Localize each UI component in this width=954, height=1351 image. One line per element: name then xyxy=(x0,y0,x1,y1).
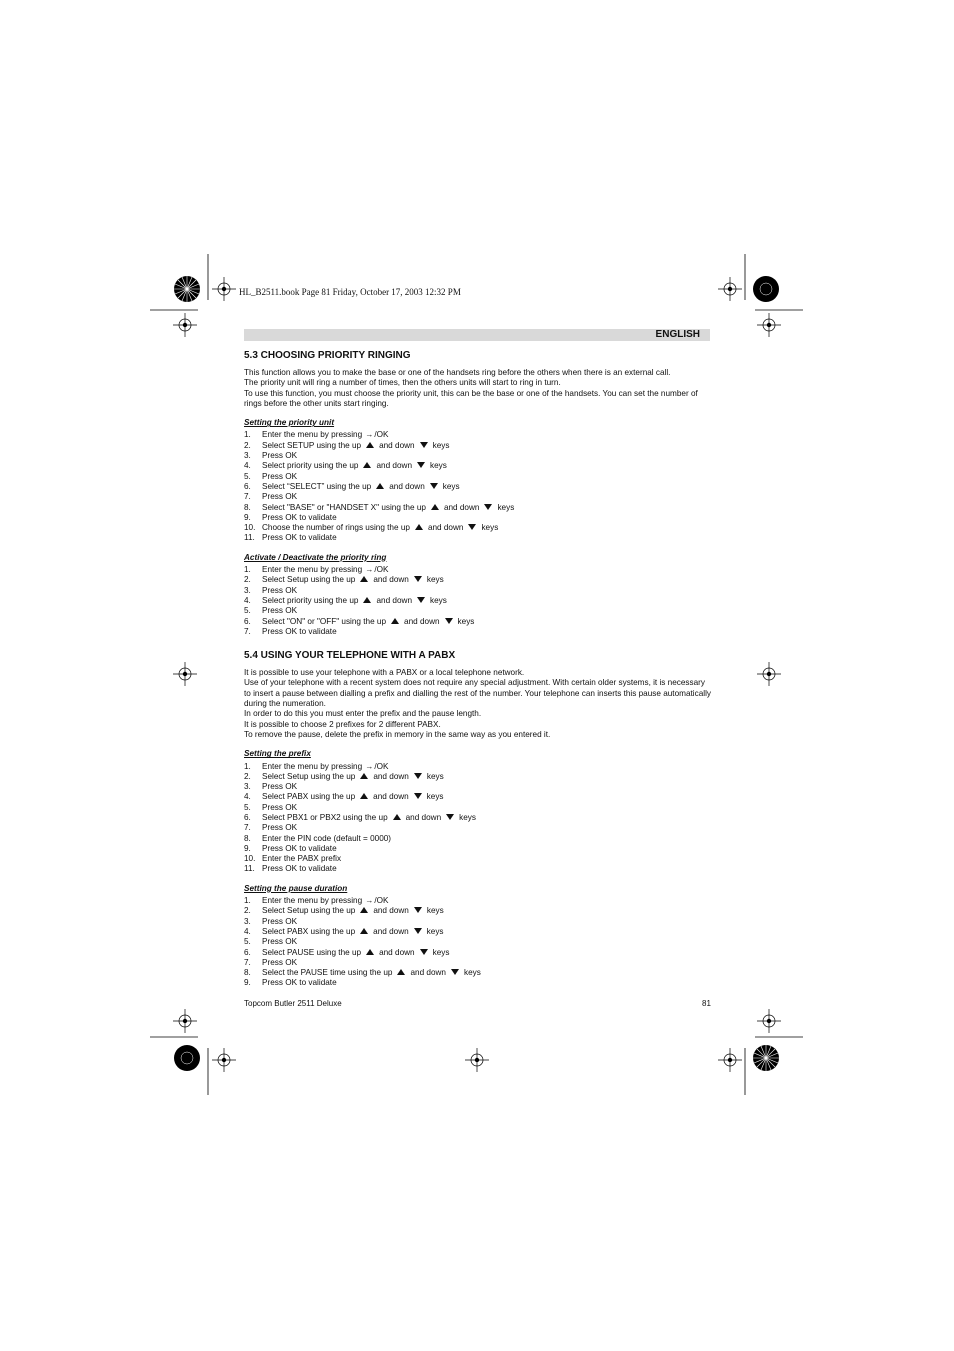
step-number: 10. xyxy=(244,854,256,864)
up-arrow-icon xyxy=(360,907,368,913)
step-text-part: and down xyxy=(379,440,415,450)
step-text-part: Select “SELECT” using the up xyxy=(262,481,372,491)
step-text xyxy=(262,844,337,854)
step-text-part: Select PABX using the up xyxy=(262,926,356,936)
step-item xyxy=(244,472,714,482)
step-text-part: Select PBX1 or PBX2 using the up xyxy=(262,812,388,822)
step-text xyxy=(262,834,391,844)
up-arrow-icon xyxy=(391,618,399,624)
down-arrow-icon xyxy=(414,576,422,582)
down-arrow-icon xyxy=(417,597,425,603)
step-text xyxy=(262,441,449,451)
section-54-title: 5.4 USING YOUR TELEPHONE WITH A PABX xyxy=(244,650,456,662)
step-text-part: Select PABX using the up xyxy=(262,792,356,802)
step-text xyxy=(262,864,337,874)
up-arrow-icon xyxy=(360,928,368,934)
step-text-part: keys xyxy=(432,947,450,957)
step-text-part: Press OK to validate xyxy=(262,978,337,988)
ok-key-label: /OK xyxy=(374,896,389,906)
step-number: 7. xyxy=(244,823,251,833)
step-item xyxy=(244,596,714,606)
step-number: 4. xyxy=(244,926,251,936)
step-text-part: and down xyxy=(443,502,480,512)
step-text xyxy=(262,968,481,978)
step-number: 5. xyxy=(244,937,251,947)
paragraph: In order to do this you must enter the prefix and the pause length. xyxy=(244,709,482,719)
step-text xyxy=(262,896,389,906)
step-text-part: and down xyxy=(389,481,425,491)
step-item xyxy=(244,430,714,440)
step-number: 1. xyxy=(244,761,251,771)
step-text xyxy=(262,565,389,575)
step-text xyxy=(262,461,447,471)
section-53-title: 5.3 CHOOSING PRIORITY RINGING xyxy=(244,350,411,361)
step-item xyxy=(244,792,714,802)
step-text-part: keys xyxy=(426,771,444,781)
step-text xyxy=(262,906,444,916)
step-number: 4. xyxy=(244,792,251,802)
step-text-part: and down xyxy=(427,523,464,533)
step-number: 1. xyxy=(244,565,251,575)
down-arrow-icon xyxy=(417,462,425,468)
down-arrow-icon xyxy=(420,949,428,955)
step-item xyxy=(244,864,714,874)
paragraph: This function allows you to make the base or one of the handsets ring before the others when there is an external call. xyxy=(244,368,671,377)
step-item xyxy=(244,461,714,471)
down-arrow-icon xyxy=(414,907,422,913)
down-arrow-icon xyxy=(430,483,438,489)
step-number: 2. xyxy=(244,771,251,781)
step-number: 3. xyxy=(244,782,251,792)
down-arrow-icon xyxy=(468,524,476,530)
steps-list xyxy=(244,565,714,637)
step-text xyxy=(262,792,444,802)
subsection-title: Setting the prefix xyxy=(244,749,311,759)
step-number: 4. xyxy=(244,595,251,605)
up-arrow-icon xyxy=(363,462,371,468)
down-arrow-icon xyxy=(446,814,454,820)
ok-key-label: /OK xyxy=(374,761,389,771)
step-item xyxy=(244,917,714,927)
down-arrow-icon xyxy=(420,442,428,448)
step-text-part: keys xyxy=(426,906,444,916)
step-number: 6. xyxy=(244,481,251,491)
step-number: 10. xyxy=(244,523,256,533)
step-text xyxy=(262,854,341,864)
step-text xyxy=(262,958,297,968)
paragraph: It is possible to use your telephone with a PABX or a local telephone network. xyxy=(244,668,525,678)
step-text-part: and down xyxy=(404,616,440,626)
up-arrow-icon xyxy=(366,949,374,955)
step-text-part: Select "BASE" or "HANDSET X" using the up xyxy=(262,502,426,512)
step-number: 8. xyxy=(244,833,251,843)
step-number: 2. xyxy=(244,906,251,916)
step-text xyxy=(262,430,389,440)
step-number: 7. xyxy=(244,626,251,636)
up-arrow-icon xyxy=(397,969,405,975)
up-arrow-icon xyxy=(393,814,401,820)
step-text xyxy=(262,533,337,543)
step-text-part: keys xyxy=(459,812,476,822)
steps-list xyxy=(244,762,714,875)
step-text-part: and down xyxy=(405,812,442,822)
step-text xyxy=(262,813,476,823)
step-text-part: Select Setup using the up xyxy=(262,771,356,781)
step-text xyxy=(262,782,297,792)
menu-key-icon: → xyxy=(365,896,374,906)
step-text-part: and down xyxy=(373,792,409,802)
step-text-part: Press OK xyxy=(262,471,298,481)
step-text xyxy=(262,978,337,988)
step-text-part: Press OK xyxy=(262,957,298,967)
step-number: 6. xyxy=(244,947,251,957)
step-text xyxy=(262,617,474,627)
step-item xyxy=(244,978,714,988)
subsection-title: Setting the pause duration xyxy=(244,883,348,893)
step-number: 5. xyxy=(244,471,251,481)
step-text xyxy=(262,772,444,782)
menu-key-icon: → xyxy=(365,761,374,771)
step-item xyxy=(244,854,714,864)
step-number: 9. xyxy=(244,843,251,853)
step-number: 8. xyxy=(244,968,251,978)
step-text-part: and down xyxy=(373,906,409,916)
step-text-part: Enter the menu by pressing xyxy=(262,430,363,440)
step-item xyxy=(244,762,714,772)
step-text xyxy=(262,523,498,533)
up-arrow-icon xyxy=(376,483,384,489)
step-text xyxy=(262,927,444,937)
step-number: 6. xyxy=(244,812,251,822)
step-text-part: Press OK xyxy=(262,802,298,812)
step-text-part: Enter the menu by pressing xyxy=(262,896,363,906)
down-arrow-icon xyxy=(451,969,459,975)
step-item xyxy=(244,492,714,502)
subsection-title: Setting the priority unit xyxy=(244,418,335,428)
footer-page-number: 81 xyxy=(702,999,711,1008)
step-text-part: Enter the menu by pressing xyxy=(262,761,363,771)
step-item xyxy=(244,482,714,492)
step-number: 9. xyxy=(244,978,251,988)
step-number: 4. xyxy=(244,461,251,471)
file-header: HL_B2511.book Page 81 Friday, October 17, 2003 12:32 PM xyxy=(239,287,461,297)
step-item xyxy=(244,565,714,575)
menu-key-icon: → xyxy=(365,565,374,575)
step-item xyxy=(244,533,714,543)
step-text-part: Select Setup using the up xyxy=(262,906,356,916)
step-text-part: keys xyxy=(442,481,460,491)
step-text-part: Select Setup using the up xyxy=(262,575,356,585)
up-arrow-icon xyxy=(360,793,368,799)
step-text-part: and down xyxy=(373,575,409,585)
step-text xyxy=(262,762,389,772)
step-text xyxy=(262,472,297,482)
step-text xyxy=(262,451,297,461)
step-text-part: and down xyxy=(376,461,412,471)
step-number: 3. xyxy=(244,585,251,595)
up-arrow-icon xyxy=(360,773,368,779)
step-text-part: and down xyxy=(373,771,409,781)
paragraph: To use this function, you must choose the priority unit, this can be the base or one of the handsets. You can set the number of rings before the other units start ringing. xyxy=(244,388,698,408)
step-number: 6. xyxy=(244,616,251,626)
down-arrow-icon xyxy=(414,773,422,779)
step-number: 1. xyxy=(244,896,251,906)
step-number: 8. xyxy=(244,502,251,512)
down-arrow-icon xyxy=(414,793,422,799)
language-bar xyxy=(244,329,710,341)
step-text xyxy=(262,596,447,606)
step-text xyxy=(262,482,460,492)
down-arrow-icon xyxy=(445,618,453,624)
step-text-part: and down xyxy=(373,926,409,936)
step-text-part: Select priority using the up xyxy=(262,461,359,471)
step-number: 5. xyxy=(244,606,251,616)
step-text-part: Select "ON" or "OFF" using the up xyxy=(262,616,387,626)
up-arrow-icon xyxy=(415,524,423,530)
step-item xyxy=(244,958,714,968)
step-item xyxy=(244,906,714,916)
step-text-part: keys xyxy=(430,461,447,471)
step-text-part: Press OK to validate xyxy=(262,533,337,543)
step-text-part: and down xyxy=(410,968,446,978)
step-number: 3. xyxy=(244,451,251,461)
step-number: 2. xyxy=(244,575,251,585)
step-text-part: keys xyxy=(463,968,481,978)
step-item xyxy=(244,441,714,451)
step-text-part: Press OK xyxy=(262,916,298,926)
step-text-part: keys xyxy=(497,502,515,512)
step-text-part: Select PAUSE using the up xyxy=(262,947,362,957)
step-text-part: keys xyxy=(426,575,444,585)
step-text-part: Press OK xyxy=(262,823,298,833)
step-item xyxy=(244,606,714,616)
step-number: 1. xyxy=(244,430,251,440)
step-item xyxy=(244,503,714,513)
step-item xyxy=(244,451,714,461)
step-text-part: Select the PAUSE time using the up xyxy=(262,968,393,978)
subsection-title: Activate / Deactivate the priority ring xyxy=(244,552,387,562)
step-number: 5. xyxy=(244,802,251,812)
steps-list xyxy=(244,430,714,543)
step-item xyxy=(244,513,714,523)
step-text-part: Press OK xyxy=(262,492,298,502)
step-text xyxy=(262,513,337,523)
step-text-part: Enter the PIN code (default = 0000) xyxy=(262,833,392,843)
step-item xyxy=(244,523,714,533)
step-text xyxy=(262,823,297,833)
step-number: 11. xyxy=(244,533,255,543)
step-item xyxy=(244,586,714,596)
step-text xyxy=(262,606,297,616)
step-item xyxy=(244,844,714,854)
step-text xyxy=(262,575,444,585)
up-arrow-icon xyxy=(360,576,368,582)
step-text-part: keys xyxy=(481,523,499,533)
step-text-part: Press OK to validate xyxy=(262,626,337,636)
ok-key-label: /OK xyxy=(374,430,389,440)
step-text xyxy=(262,917,297,927)
step-text-part: Enter the PABX prefix xyxy=(262,854,342,864)
step-item xyxy=(244,803,714,813)
step-number: 3. xyxy=(244,916,251,926)
paragraph: It is possible to choose 2 prefixes for 2 different PABX. xyxy=(244,719,441,729)
step-item xyxy=(244,948,714,958)
step-item xyxy=(244,834,714,844)
up-arrow-icon xyxy=(363,597,371,603)
step-item xyxy=(244,617,714,627)
step-text xyxy=(262,803,297,813)
step-text-part: Press OK xyxy=(262,585,298,595)
step-text-part: Press OK xyxy=(262,937,298,947)
step-item xyxy=(244,782,714,792)
step-text xyxy=(262,503,514,513)
step-text-part: Select SETUP using the up xyxy=(262,440,362,450)
page-content xyxy=(244,346,714,989)
step-text xyxy=(262,586,297,596)
step-number: 9. xyxy=(244,512,251,522)
step-item xyxy=(244,896,714,906)
step-text-part: Press OK to validate xyxy=(262,864,337,874)
up-arrow-icon xyxy=(431,504,439,510)
down-arrow-icon xyxy=(414,928,422,934)
step-number: 7. xyxy=(244,957,251,967)
footer-product: Topcom Butler 2511 Deluxe xyxy=(244,999,342,1008)
step-text-part: keys xyxy=(430,595,447,605)
step-item xyxy=(244,927,714,937)
step-item xyxy=(244,813,714,823)
step-text-part: keys xyxy=(432,440,450,450)
step-text xyxy=(262,627,337,637)
step-text-part: Press OK to validate xyxy=(262,512,337,522)
step-text-part: keys xyxy=(426,792,444,802)
step-item xyxy=(244,937,714,947)
step-number: 7. xyxy=(244,492,251,502)
step-text-part: Enter the menu by pressing xyxy=(262,565,363,575)
section-54-intro xyxy=(244,668,714,740)
up-arrow-icon xyxy=(366,442,374,448)
step-item xyxy=(244,823,714,833)
step-text-part: and down xyxy=(376,595,412,605)
step-text xyxy=(262,948,449,958)
paragraph: Use of your telephone with a recent system does not require any special adjustment. With certain older systems, it is necessary to insert a pause between dialling a prefix and dialling the rest of the number. Your telephone can inserts this pause automatically during the numeration. xyxy=(244,678,711,709)
step-text-part: Press OK to validate xyxy=(262,843,337,853)
step-text-part: keys xyxy=(457,616,475,626)
step-text-part: Select priority using the up xyxy=(262,595,359,605)
step-text-part: keys xyxy=(426,926,444,936)
paragraph: To remove the pause, delete the prefix in memory in the same way as you entered it. xyxy=(244,729,551,739)
ok-key-label: /OK xyxy=(374,565,389,575)
step-item xyxy=(244,968,714,978)
step-text-part: and down xyxy=(379,947,415,957)
steps-list xyxy=(244,896,714,989)
language-label: ENGLISH xyxy=(655,329,700,340)
step-text xyxy=(262,937,297,947)
step-item xyxy=(244,772,714,782)
step-text-part: Press OK xyxy=(262,451,298,461)
step-text-part: Press OK xyxy=(262,782,298,792)
step-text xyxy=(262,492,297,502)
step-text-part: Choose the number of rings using the up xyxy=(262,523,410,533)
down-arrow-icon xyxy=(484,504,492,510)
step-item xyxy=(244,627,714,637)
step-item xyxy=(244,575,714,585)
section-53-intro xyxy=(244,368,714,409)
paragraph: The priority unit will ring a number of times, then the others units will start to ring in turn. xyxy=(244,378,561,388)
step-number: 11. xyxy=(244,864,255,874)
step-text-part: Press OK xyxy=(262,606,298,616)
menu-key-icon: → xyxy=(365,430,374,440)
step-number: 2. xyxy=(244,440,251,450)
